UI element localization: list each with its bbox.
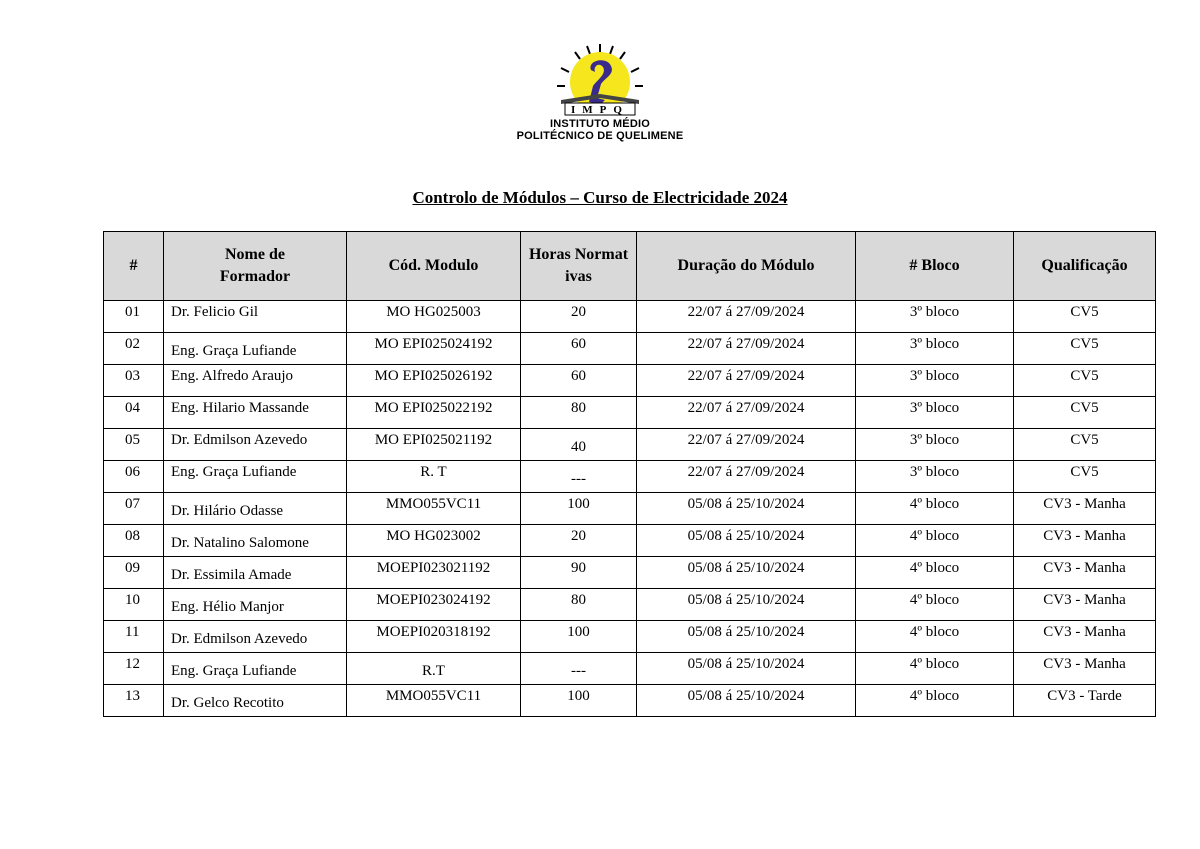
header-module-code: Cód. Modulo (347, 232, 521, 301)
table-row (104, 333, 1156, 365)
module-duration-cell: 22/07 á 27/09/2024 (637, 397, 856, 429)
module-code-cell: MOEPI023021192 (347, 557, 521, 589)
normative-hours-cell: 60 (521, 365, 637, 397)
module-code-cell: MO EPI025024192 (347, 333, 521, 365)
module-duration-cell: 05/08 á 25/10/2024 (637, 493, 856, 525)
module-code-cell: MOEPI023024192 (347, 589, 521, 621)
normative-hours-cell: 20 (521, 301, 637, 333)
row-number-cell: 04 (104, 397, 164, 429)
module-duration-cell: 05/08 á 25/10/2024 (637, 525, 856, 557)
qualification-cell: CV5 (1014, 301, 1156, 333)
table-row (104, 621, 1156, 653)
block-cell: 4º bloco (856, 621, 1014, 653)
qualification-cell: CV3 - Manha (1014, 557, 1156, 589)
block-cell: 4º bloco (856, 589, 1014, 621)
table-row (104, 365, 1156, 397)
row-number-cell: 12 (104, 653, 164, 685)
trainer-name-cell: Dr. Gelco Recotito (164, 685, 347, 717)
module-code-cell: MO EPI025021192 (347, 429, 521, 461)
header-normative-hours: Horas Normativas (521, 232, 637, 301)
row-number-cell: 06 (104, 461, 164, 493)
trainer-name-cell: Eng. Graça Lufiande (164, 333, 347, 365)
normative-hours-cell: 20 (521, 525, 637, 557)
qualification-cell: CV3 - Tarde (1014, 685, 1156, 717)
block-cell: 3º bloco (856, 397, 1014, 429)
qualification-cell: CV3 - Manha (1014, 525, 1156, 557)
row-number-cell: 01 (104, 301, 164, 333)
block-cell: 4º bloco (856, 557, 1014, 589)
row-number-cell: 03 (104, 365, 164, 397)
table-row (104, 301, 1156, 333)
row-number-cell: 02 (104, 333, 164, 365)
block-cell: 3º bloco (856, 461, 1014, 493)
logo-letters: IMPQ (571, 104, 629, 116)
logo-line1: INSTITUTO MÉDIO (550, 118, 650, 130)
block-cell: 3º bloco (856, 333, 1014, 365)
trainer-name-cell: Dr. Edmilson Azevedo (164, 429, 347, 461)
row-number-cell: 09 (104, 557, 164, 589)
header-trainer-name: Nome de Formador (164, 232, 347, 301)
module-duration-cell: 22/07 á 27/09/2024 (637, 301, 856, 333)
trainer-name-cell: Eng. Hélio Manjor (164, 589, 347, 621)
modules-table (103, 231, 1156, 717)
module-code-cell: MMO055VC11 (347, 493, 521, 525)
module-code-cell: MOEPI020318192 (347, 621, 521, 653)
table-row (104, 493, 1156, 525)
qualification-cell: CV5 (1014, 429, 1156, 461)
school-emblem-icon (547, 40, 653, 120)
qualification-cell: CV5 (1014, 461, 1156, 493)
module-duration-cell: 22/07 á 27/09/2024 (637, 461, 856, 493)
table-row (104, 461, 1156, 493)
block-cell: 4º bloco (856, 685, 1014, 717)
header-number: # (104, 232, 164, 301)
header-block: # Bloco (856, 232, 1014, 301)
block-cell: 3º bloco (856, 429, 1014, 461)
block-cell: 4º bloco (856, 493, 1014, 525)
trainer-name-cell: Eng. Graça Lufiande (164, 653, 347, 685)
trainer-name-cell: Dr. Edmilson Azevedo (164, 621, 347, 653)
qualification-cell: CV3 - Manha (1014, 621, 1156, 653)
block-cell: 3º bloco (856, 365, 1014, 397)
table-row (104, 653, 1156, 685)
block-cell: 4º bloco (856, 653, 1014, 685)
normative-hours-cell: --- (521, 653, 637, 685)
normative-hours-cell: 80 (521, 589, 637, 621)
trainer-name-cell: Eng. Alfredo Araujo (164, 365, 347, 397)
trainer-name-cell: Dr. Natalino Salomone (164, 525, 347, 557)
module-duration-cell: 22/07 á 27/09/2024 (637, 365, 856, 397)
module-duration-cell: 05/08 á 25/10/2024 (637, 621, 856, 653)
row-number-cell: 13 (104, 685, 164, 717)
module-code-cell: MMO055VC11 (347, 685, 521, 717)
module-duration-cell: 22/07 á 27/09/2024 (637, 333, 856, 365)
normative-hours-cell: --- (521, 461, 637, 493)
normative-hours-cell: 100 (521, 685, 637, 717)
module-duration-cell: 05/08 á 25/10/2024 (637, 589, 856, 621)
qualification-cell: CV3 - Manha (1014, 589, 1156, 621)
module-duration-cell: 22/07 á 27/09/2024 (637, 429, 856, 461)
module-code-cell: MO EPI025026192 (347, 365, 521, 397)
normative-hours-cell: 90 (521, 557, 637, 589)
normative-hours-cell: 60 (521, 333, 637, 365)
row-number-cell: 11 (104, 621, 164, 653)
qualification-cell: CV3 - Manha (1014, 493, 1156, 525)
module-duration-cell: 05/08 á 25/10/2024 (637, 653, 856, 685)
module-code-cell: R. T (347, 461, 521, 493)
trainer-name-cell: Dr. Essimila Amade (164, 557, 347, 589)
normative-hours-cell: 80 (521, 397, 637, 429)
normative-hours-cell: 100 (521, 621, 637, 653)
table-header-row (104, 232, 1156, 301)
table-row (104, 429, 1156, 461)
module-code-cell: R.T (347, 653, 521, 685)
header-module-duration: Duração do Módulo (637, 232, 856, 301)
module-duration-cell: 05/08 á 25/10/2024 (637, 685, 856, 717)
school-logo (495, 40, 705, 146)
qualification-cell: CV5 (1014, 333, 1156, 365)
trainer-name-cell: Dr. Hilário Odasse (164, 493, 347, 525)
module-code-cell: MO EPI025022192 (347, 397, 521, 429)
block-cell: 4º bloco (856, 525, 1014, 557)
table-row (104, 589, 1156, 621)
module-code-cell: MO HG023002 (347, 525, 521, 557)
row-number-cell: 08 (104, 525, 164, 557)
row-number-cell: 10 (104, 589, 164, 621)
block-cell: 3º bloco (856, 301, 1014, 333)
page-title: Controlo de Módulos – Curso de Electricidade 2024 (412, 188, 788, 207)
module-duration-cell: 05/08 á 25/10/2024 (637, 557, 856, 589)
qualification-cell: CV5 (1014, 397, 1156, 429)
table-row (104, 557, 1156, 589)
header-qualification: Qualificação (1014, 232, 1156, 301)
row-number-cell: 05 (104, 429, 164, 461)
table-row (104, 525, 1156, 557)
qualification-cell: CV3 - Manha (1014, 653, 1156, 685)
qualification-cell: CV5 (1014, 365, 1156, 397)
row-number-cell: 07 (104, 493, 164, 525)
logo-line2: POLITÉCNICO DE QUELIMENE (516, 130, 684, 142)
normative-hours-cell: 40 (521, 429, 637, 461)
table-row (104, 685, 1156, 717)
module-code-cell: MO HG025003 (347, 301, 521, 333)
trainer-name-cell: Dr. Felicio Gil (164, 301, 347, 333)
trainer-name-cell: Eng. Graça Lufiande (164, 461, 347, 493)
trainer-name-cell: Eng. Hilario Massande (164, 397, 347, 429)
table-row (104, 397, 1156, 429)
normative-hours-cell: 100 (521, 493, 637, 525)
